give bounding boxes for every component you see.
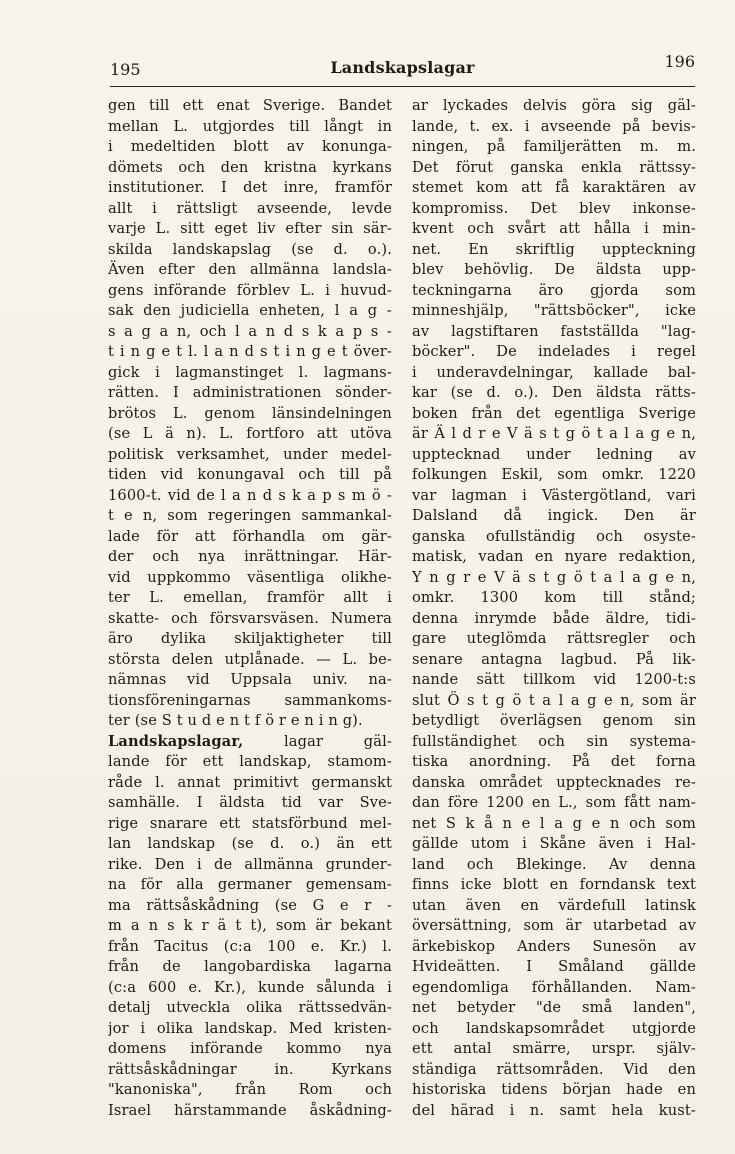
text-line: lade för att förhandla om gär- bbox=[108, 527, 392, 545]
text-line: ett antal smärre, urspr. själv- bbox=[412, 1040, 696, 1057]
text-line: institutioner. I det inre, framför bbox=[108, 179, 392, 196]
text-line: blev behövlig. De äldsta upp- bbox=[412, 261, 696, 278]
text-line: från Tacitus (c:a 100 e. Kr.) l. bbox=[108, 937, 392, 955]
header-rule bbox=[110, 86, 695, 87]
text-line: t i n g e t l. l a n d s t i n g e t över- bbox=[108, 343, 392, 360]
text-line: rige snarare ett statsförbund mel- bbox=[108, 814, 392, 832]
text-line: dömets och den kristna kyrkans bbox=[108, 158, 392, 176]
text-line: minneshjälp, "rättsböcker", icke bbox=[412, 302, 696, 319]
text-line: lande för ett landskap, stamom- bbox=[108, 753, 392, 770]
text-line: ter L. emellan, framför allt i bbox=[108, 589, 392, 606]
text-line: tiska anordning. På det forna bbox=[412, 753, 696, 770]
text-line: i medeltiden blott av konunga- bbox=[108, 138, 392, 155]
text-line: ärkebiskop Anders Sunesön av bbox=[412, 937, 696, 955]
text-line: detalj utveckla olika rättssedvän- bbox=[108, 999, 392, 1016]
text-line: matisk, vadan en nyare redaktion, bbox=[412, 548, 696, 565]
text-line: s a g a n, och l a n d s k a p s - bbox=[108, 322, 392, 340]
text-line: rätten. I administrationen sönder- bbox=[108, 384, 392, 401]
text-line: i underavdelningar, kallade bal- bbox=[412, 363, 696, 381]
text-line: na för alla germaner gemensam- bbox=[108, 876, 392, 893]
text-line: dan före 1200 en L., som fått nam- bbox=[412, 794, 696, 811]
text-line: folkungen Eskil, som omkr. 1220 bbox=[412, 466, 696, 483]
text-line: brötos L. genom länsindelningen bbox=[108, 404, 392, 422]
text-line: danska området upptecknades re- bbox=[412, 773, 696, 791]
text-line: ständiga rättsområden. Vid den bbox=[412, 1060, 696, 1078]
text-line: och landskapsområdet utgjorde bbox=[412, 1019, 696, 1037]
right-column bbox=[412, 96, 696, 1121]
text-line: var lagman i Västergötland, vari bbox=[412, 486, 696, 504]
text-line: Dalsland då ingick. Den är bbox=[412, 507, 696, 524]
text-line: Det förut ganska enkla rättssy- bbox=[412, 158, 696, 176]
right-page-number: 196 bbox=[664, 52, 695, 71]
text-line: kvent och svårt att hålla i min- bbox=[412, 220, 696, 237]
text-line: Även efter den allmänna landsla- bbox=[108, 261, 392, 278]
text-line: net. En skriftlig uppteckning bbox=[412, 240, 696, 258]
text-line: tiden vid konungaval och till på bbox=[108, 466, 392, 483]
text-line: äro dylika skiljaktigheter till bbox=[108, 630, 392, 647]
text-line: politisk verksamhet, under medel- bbox=[108, 445, 392, 463]
text-line: der och nya inrättningar. Här- bbox=[108, 548, 392, 565]
text-line: slut Ö s t g ö t a l a g e n, som är bbox=[412, 691, 696, 709]
text-line: net S k å n e l a g e n och som bbox=[412, 814, 696, 832]
text-line: stemet kom att få karaktären av bbox=[412, 179, 696, 196]
text-line: m a n s k r ä t t), som är bekant bbox=[108, 917, 392, 934]
text-line: rättsåskådningar in. Kyrkans bbox=[108, 1060, 392, 1078]
running-title: Landskapslagar bbox=[330, 58, 475, 77]
text-line: största delen utplånade. — L. be- bbox=[108, 650, 392, 668]
text-line: skatte- och försvarsväsen. Numera bbox=[108, 609, 392, 627]
text-line: net betyder "de små landen", bbox=[412, 999, 696, 1016]
text-line: betydligt överlägsen genom sin bbox=[412, 712, 696, 729]
text-line: denna inrymde både äldre, tidi- bbox=[412, 609, 696, 627]
text-line: råde l. annat primitivt germanskt bbox=[108, 773, 392, 791]
text-line: nämnas vid Uppsala univ. na- bbox=[108, 671, 392, 688]
text-line: ningen, på familjerätten m. m. bbox=[412, 138, 696, 155]
left-page-number: 195 bbox=[110, 60, 141, 79]
text-line: ter (se S t u d e n t f ö r e n i n g). bbox=[108, 712, 363, 729]
text-line: senare antagna lagbud. På lik- bbox=[412, 650, 696, 668]
text-line: böcker". De indelades i regel bbox=[412, 343, 696, 360]
text-line: gare uteglömda rättsregler och bbox=[412, 630, 696, 647]
text-line: (c:a 600 e. Kr.), kunde sålunda i bbox=[108, 978, 392, 996]
page-header bbox=[110, 52, 695, 86]
text-line: rike. Den i de allmänna grunder- bbox=[108, 855, 392, 873]
text-line: samhälle. I äldsta tid var Sve- bbox=[108, 794, 392, 811]
text-line: är Ä l d r e V ä s t g ö t a l a g e n, bbox=[412, 425, 696, 442]
text-line: (se L ä n). L. fortforo att utöva bbox=[108, 425, 392, 442]
text-line: kar (se d. o.). Den äldsta rätts- bbox=[412, 384, 696, 401]
text-line: upptecknad under ledning av bbox=[412, 445, 696, 463]
text-line: lande, t. ex. i avseende på bevis- bbox=[412, 117, 696, 135]
text-line: gick i lagmanstinget l. lagmans- bbox=[108, 363, 392, 381]
text-line: omkr. 1300 kom till stånd; bbox=[412, 589, 696, 606]
text-line: boken från det egentliga Sverige bbox=[412, 404, 696, 422]
text-line: tionsföreningarnas sammankoms- bbox=[108, 691, 392, 709]
text-line: fullständighet och sin systema- bbox=[412, 732, 696, 750]
text-line: t e n, som regeringen sammankal- bbox=[108, 507, 392, 524]
text-line: varje L. sitt eget liv efter sin sär- bbox=[108, 220, 392, 237]
text-line: från de langobardiska lagarna bbox=[108, 958, 392, 975]
text-line: utan även en värdefull latinsk bbox=[412, 896, 696, 914]
text-line: vid uppkommo väsentliga olikhe- bbox=[108, 568, 392, 586]
left-column bbox=[108, 96, 392, 1121]
text-line: sak den judiciella enheten, l a g - bbox=[108, 302, 392, 319]
text-line: Hvideätten. I Småland gällde bbox=[412, 958, 696, 975]
text-line: del härad i n. samt hela kust- bbox=[412, 1101, 696, 1119]
text-line: teckningarna äro gjorda som bbox=[412, 281, 696, 299]
text-line: Y n g r e V ä s t g ö t a l a g e n, bbox=[412, 568, 696, 586]
text-line: gens införande förblev L. i huvud- bbox=[108, 281, 392, 299]
text-line: av lagstiftaren fastställda "lag- bbox=[412, 322, 696, 340]
text-line: Israel härstammande åskådning- bbox=[108, 1101, 392, 1119]
text-line: "kanoniska", från Rom och bbox=[108, 1081, 392, 1098]
text-line: gen till ett enat Sverige. Bandet bbox=[108, 97, 392, 114]
text-line: finns icke blott en forndansk text bbox=[412, 876, 696, 893]
text-line: nande sätt tillkom vid 1200-t:s bbox=[412, 671, 696, 688]
text-line: domens införande kommo nya bbox=[108, 1040, 392, 1057]
text-line: ma rättsåskådning (se G e r - bbox=[108, 896, 392, 914]
text-line: ganska ofullständig och osyste- bbox=[412, 527, 696, 545]
text-line: ar lyckades delvis göra sig gäl- bbox=[412, 97, 696, 114]
text-line: allt i rättsligt avseende, levde bbox=[108, 199, 392, 217]
text-line: jor i olika landskap. Med kristen- bbox=[108, 1019, 392, 1037]
text-line: lan landskap (se d. o.) än ett bbox=[108, 835, 392, 852]
text-line: gällde utom i Skåne även i Hal- bbox=[412, 835, 696, 852]
text-line: egendomliga förhållanden. Nam- bbox=[412, 978, 696, 996]
text-line: mellan L. utgjordes till långt in bbox=[108, 117, 392, 135]
text-line: kompromiss. Det blev inkonse- bbox=[412, 199, 696, 217]
entry-headword: Landskapslagar, bbox=[108, 732, 244, 750]
text-line: skilda landskapslag (se d. o.). bbox=[108, 240, 392, 258]
text-line: 1600-t. vid de l a n d s k a p s m ö - bbox=[108, 486, 392, 504]
text-line: land och Blekinge. Av denna bbox=[412, 855, 696, 873]
text-line: översättning, som är utarbetad av bbox=[412, 917, 696, 934]
text-line: historiska tidens början hade en bbox=[412, 1081, 696, 1098]
text-line: Landskapslagar, lagar gäl- bbox=[108, 732, 392, 750]
